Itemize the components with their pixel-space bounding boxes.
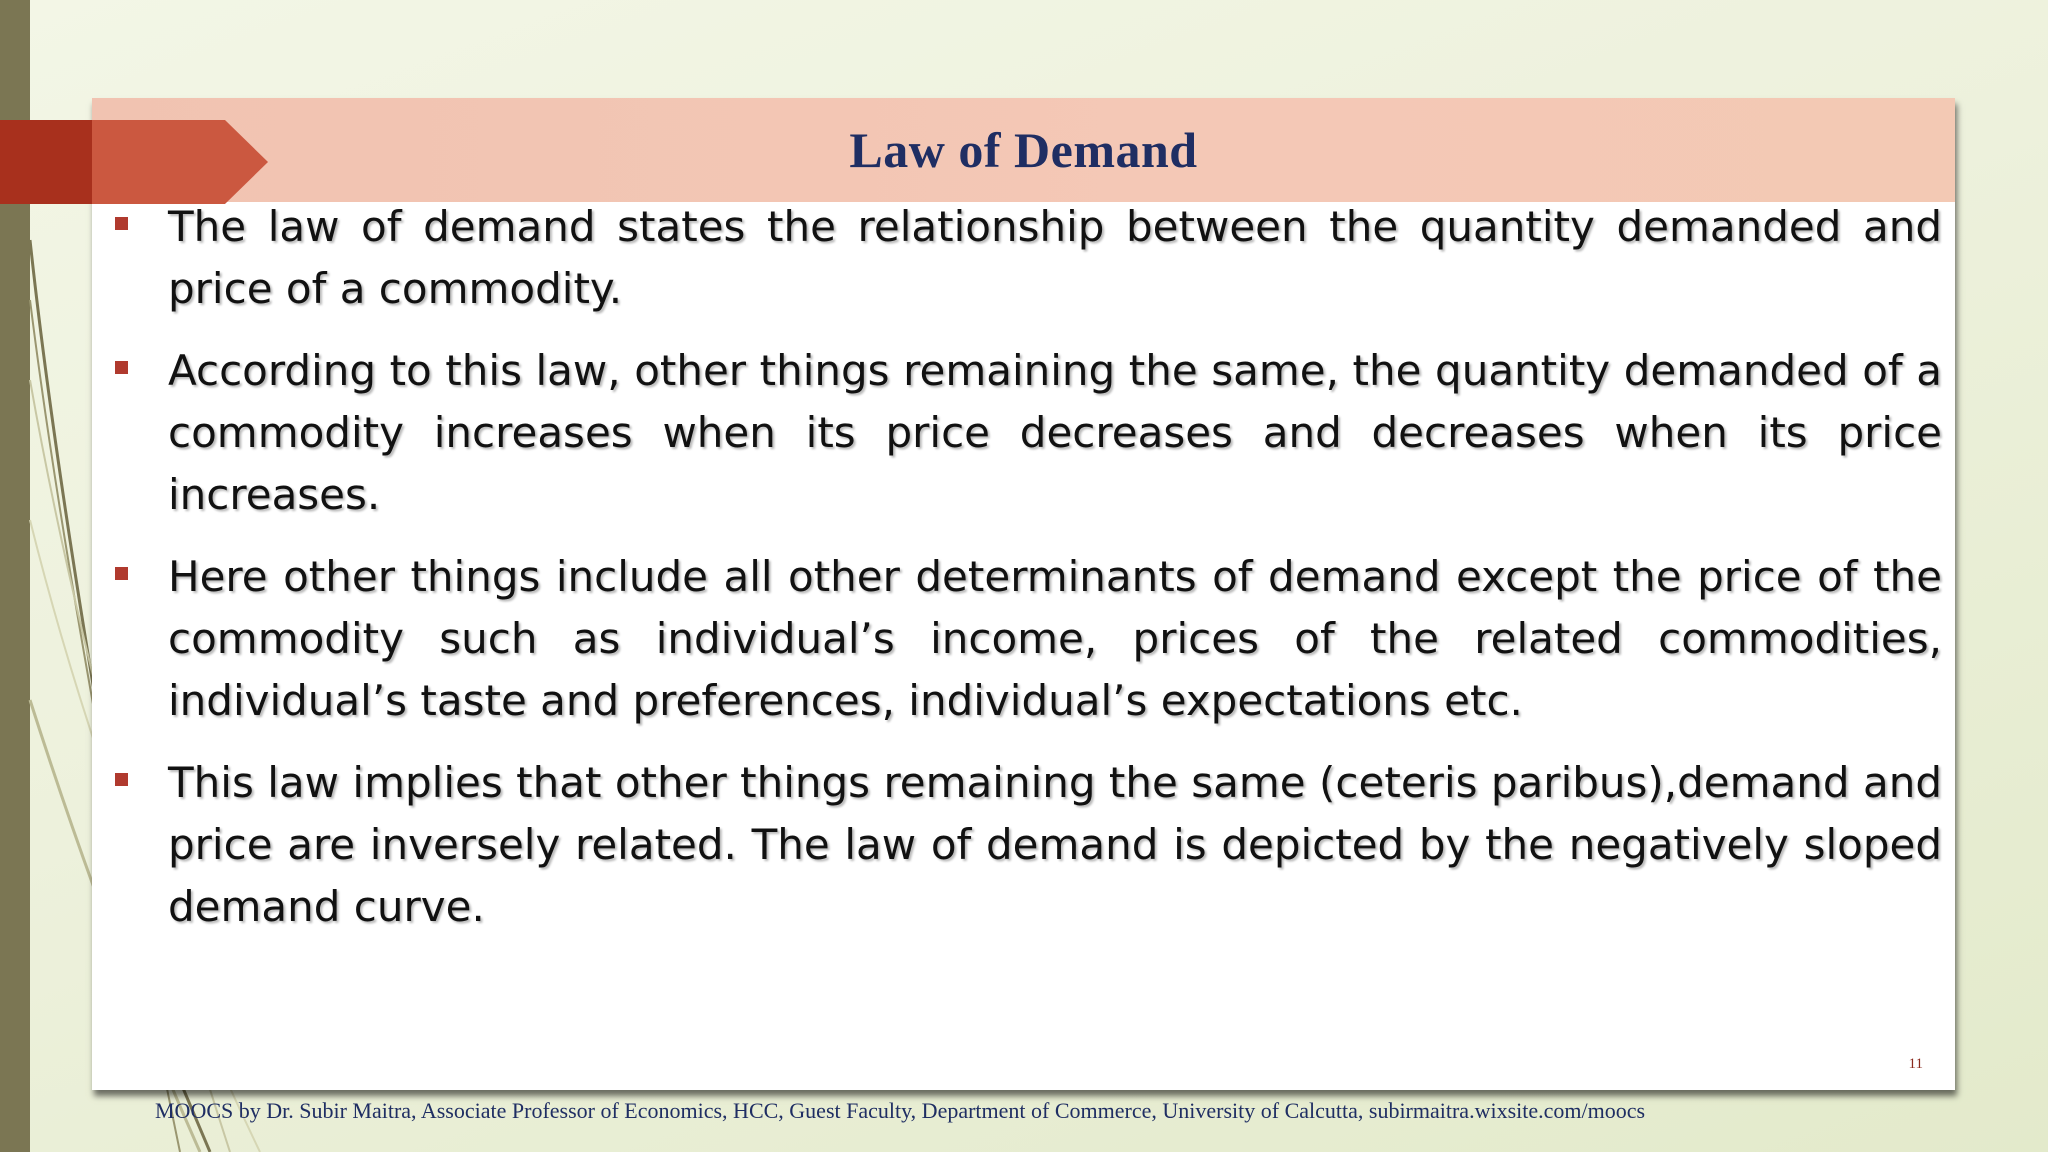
square-bullet-icon	[115, 217, 128, 230]
square-bullet-icon	[115, 361, 128, 374]
bullet-text: The law of demand states the relationship between the quantity demanded and price of a commodity.	[168, 202, 1942, 313]
slide-number: 11	[1908, 1056, 1923, 1072]
slide-title: Law of Demand	[849, 122, 1198, 178]
bullet-item-3	[112, 546, 1942, 732]
square-bullet-icon	[115, 773, 128, 786]
bullet-item-1	[112, 196, 1942, 320]
bullet-item-4	[112, 752, 1942, 938]
footer-credit: MOOCS by Dr. Subir Maitra, Associate Professor of Economics, HCC, Guest Faculty, Department of Commerce, University of Calcutta, subirmaitra.wixsite.com/moocs	[155, 1098, 1646, 1123]
bullet-text: This law implies that other things remaining the same (ceteris paribus),demand and price are inversely related. The law of demand is depicted by the negatively sloped demand curve.	[168, 758, 1942, 931]
bullet-item-2	[112, 340, 1942, 526]
bullet-text: Here other things include all other determinants of demand except the price of the commodity such as individual’s income, prices of the related commodities, individual’s taste and preferences, individual’s expectations etc.	[168, 552, 1942, 725]
square-bullet-icon	[115, 567, 128, 580]
bullet-list	[112, 196, 1942, 958]
bullet-text: According to this law, other things remaining the same, the quantity demanded of a commodity increases when its price decreases and decreases when its price increases.	[168, 346, 1942, 519]
